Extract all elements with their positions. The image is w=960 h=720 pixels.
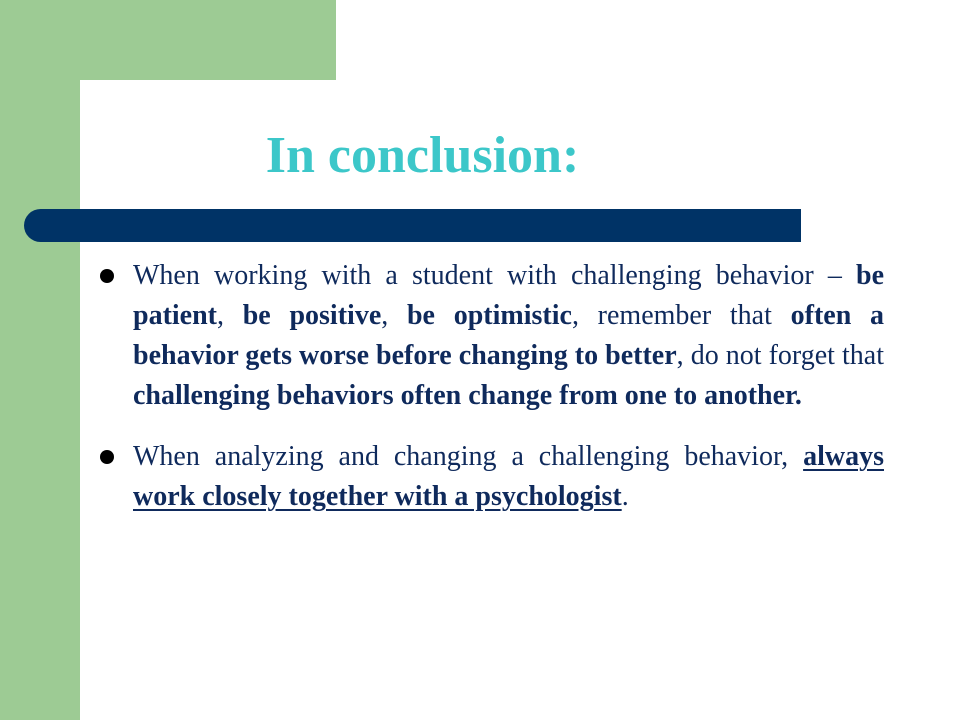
emphasis-gets-worse: often a behavior gets worse before changing to better: [133, 300, 885, 371]
bullet-list: [100, 256, 884, 538]
emphasis-be-positive: be positive: [242, 300, 382, 331]
bullet-item-psychologist: [100, 437, 884, 517]
emphasis-be-patient: be patient: [133, 260, 884, 331]
text-run: ,: [217, 300, 243, 331]
title-divider-bar: [24, 209, 801, 242]
text-run: , do not forget that: [676, 340, 884, 371]
text-run: When working with a student with challenging behavior –: [133, 260, 856, 291]
text-run: When analyzing and changing a challenging behavior,: [133, 441, 804, 472]
bullet-item-patience: [100, 256, 884, 416]
text-run: , remember that: [571, 300, 791, 331]
emphasis-behaviors-change: challenging behaviors often change from one to another.: [133, 380, 802, 411]
emphasis-work-with-psychologist: always work closely together with a psychologist: [133, 441, 884, 512]
emphasis-be-optimistic: be optimistic: [406, 300, 572, 331]
text-run: .: [621, 481, 629, 512]
bullet-dot-icon: [100, 269, 114, 283]
slide-title: In conclusion:: [265, 127, 580, 184]
left-accent-bar: [0, 0, 80, 720]
bullet-dot-icon: [100, 450, 114, 464]
text-run: ,: [381, 300, 407, 331]
top-accent-block: [80, 0, 336, 80]
